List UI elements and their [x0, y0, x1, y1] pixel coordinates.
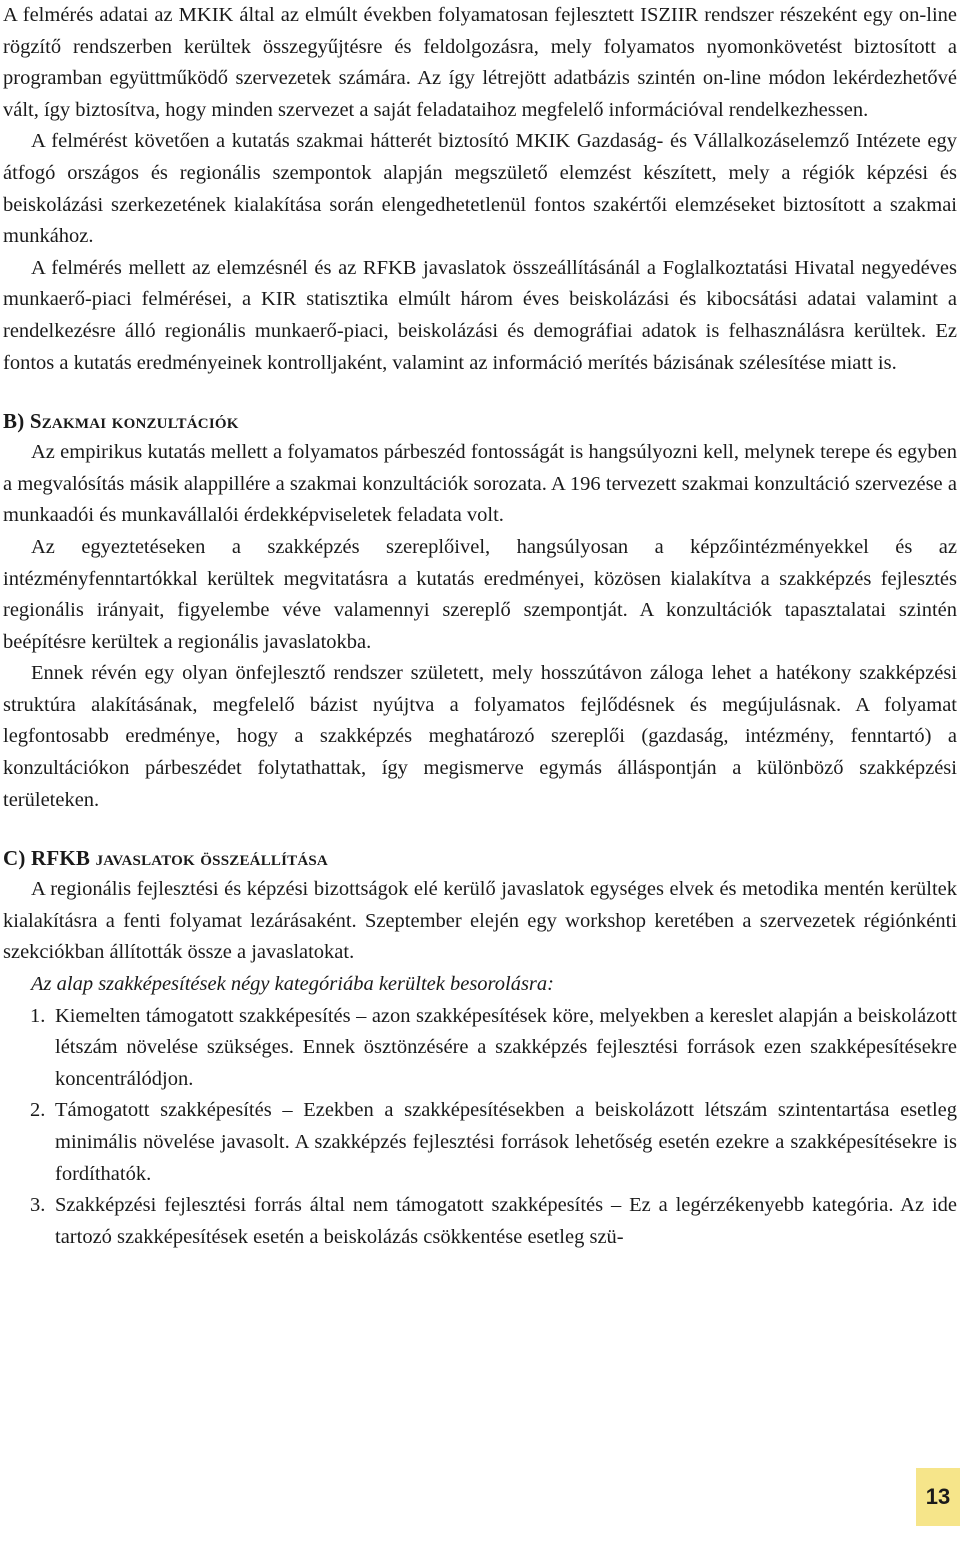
list-item: [3, 1001, 957, 1096]
list-item-text: Kiemelten támogatott szakképesítés – azon szakképesítések köre, melyekben a kereslet alapján a beiskolázott létszám növelése szükséges. Ennek ösztönzésére a szakképzés fejlesztési források ezen szakképesítésekre koncentrálódjon.: [55, 1004, 957, 1090]
section-c-heading: C) RFKB javaslatok összeállítása: [3, 846, 328, 871]
paragraph-data-sources: A felmérés mellett az elemzésnél és az RFKB javaslatok összeállításánál a Foglalkoztatási Hivatal negyedéves munkaerő-piaci felmérései, a KIR statisztika elmúlt három éves beiskolázási és kibocsátási adatai valamint a rendelkezésre álló regionális munkaerő-piaci, beiskolázási és demográfiai adatok is felhasználásra kerültek. Ez fontos a kutatás eredményeinek kontrolljaként, valamint az információ merítés bázisának szélesítése miatt is.: [3, 256, 957, 374]
list-item-number: 1.: [30, 1004, 46, 1027]
page-number-badge: [916, 1468, 960, 1526]
paragraph-c-1: A regionális fejlesztési és képzési bizottságok elé kerülő javaslatok egységes elvek és metodika mentén kerültek kialakításra a fenti folyamat lezárásaként. Szeptember elején egy workshop keretében a szervezetek régiónkénti szekciókban állították össze a javaslatokat.: [3, 878, 957, 964]
paragraph-b-2: Az egyeztetéseken a szakképzés szereplőivel, hangsúlyosan a képzőintézményekkel és az intézményfenntartókkal kerültek megvitatásra a kutatás eredményei, közösen kialakítva a szakképzés fejlesztés regionális irányait, figyelembe véve valamennyi szereplő szempontját. A konzultációk tapasztalatai szintén beépítésre kerültek a regionális javaslatokba.: [3, 535, 957, 653]
list-item: [3, 1095, 957, 1190]
list-item-number: 3.: [30, 1194, 46, 1217]
paragraph-mkik-analysis: A felmérést követően a kutatás szakmai hátterét biztosító MKIK Gazdaság- és Vállalkozáselemző Intézete egy átfogó országos és regionális szempontok alapján megszülető elemzést készített, mely a régiók képzési és beiskolázási szerkezetének kialakítása során elengedhetetlenül fontos szakértői elemzéseket biztosított a szakmai munkához.: [3, 130, 957, 248]
section-b-heading: B) Szakmai konzultációk: [3, 409, 239, 434]
document-page: [3, 0, 957, 1253]
page-number: 13: [925, 1484, 951, 1509]
list-item-text: Támogatott szakképesítés – Ezekben a szakképesítésekben a beiskolázott létszám szintentartása esetleg minimális növelése javasolt. A szakképzés fejlesztési források lehetőség esetén ezekre a szakképesítésekre is fordíthatók.: [55, 1099, 957, 1185]
list-item-text: Szakképzési fejlesztési forrás által nem támogatott szakképesítés – Ez a legérzékenyebb kategória. Az ide tartozó szakképesítések esetén a beiskolázás csökkentése esetleg szü-: [55, 1194, 957, 1248]
paragraph-isziir: A felmérés adatai az MKIK által az elmúlt években folyamatosan fejlesztett ISZIIR rendszer részeként egy on-line rögzítő rendszerben kerültek összegyűjtésre és feldolgozásra, mely folyamatos nyomonkövetést biztosított a programban együttműködő szervezetek számára. Az így létrejött adatbázis szintén on-line módon lekérdezhetővé vált, így biztosítva, hogy minden szervezet a saját feladataihoz megfelelő információval rendelkezhessen.: [3, 4, 957, 121]
category-intro: Az alap szakképesítések négy kategóriába kerültek besorolásra:: [31, 973, 554, 996]
paragraph-b-1: Az empirikus kutatás mellett a folyamatos párbeszéd fontosságát is hangsúlyozni kell, melynek terepe és egyben a megvalósítás másik alappillére a szakmai konzultációk sorozata. A 196 tervezett szakmai konzultáció szervezése a munkaadói és munkavállalói érdekképviseletek feladata volt.: [3, 441, 957, 527]
list-item-number: 2.: [30, 1099, 46, 1122]
category-list: [3, 1001, 957, 1254]
paragraph-b-3: Ennek révén egy olyan önfejlesztő rendszer született, mely hosszútávon záloga lehet a hatékony szakképzési struktúra alakításának, megfelelő bázist nyújtva a folyamatos fejlődésnek és megújulásnak. A folyamat legfontosabb eredménye, hogy a szakképzés meghatározó szereplői (gazdaság, intézmény, fenntartó) a konzultációkon párbeszédet folytathattak, így megismerve egymás álláspontján a különböző szakképzési területeken.: [3, 662, 957, 811]
list-item: [3, 1190, 957, 1253]
